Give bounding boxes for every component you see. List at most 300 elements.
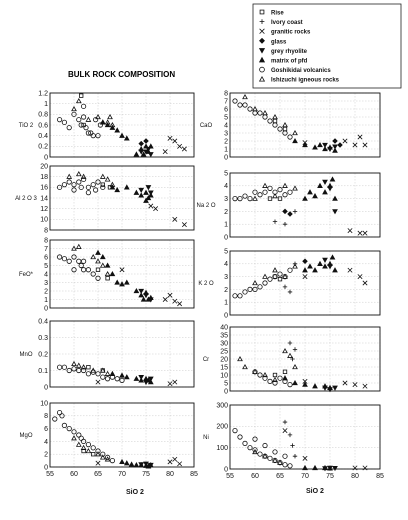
x-tick-label: 65 — [276, 473, 284, 480]
y-tick-label: 5 — [224, 170, 228, 178]
y-tick-label: 30 — [220, 340, 228, 348]
data-point — [91, 446, 95, 450]
data-point — [243, 95, 247, 99]
y-axis-label: TiO 2 — [18, 123, 34, 129]
data-point — [106, 276, 110, 280]
data-point — [293, 139, 297, 143]
x-tick-label: 80 — [166, 471, 174, 478]
data-point — [283, 428, 287, 432]
data-point — [101, 255, 105, 259]
data-point — [67, 259, 71, 263]
data-point — [115, 377, 119, 381]
data-point — [313, 466, 317, 470]
data-point — [333, 139, 337, 143]
grid — [230, 93, 380, 157]
data-point — [263, 111, 267, 115]
y-tick-label: 20 — [40, 163, 48, 171]
data-point — [283, 285, 287, 289]
y-tick-label: 14 — [40, 195, 48, 203]
legend-marker-granitic-rocks — [260, 29, 265, 34]
x-axis-label-right: SiO 2 — [306, 488, 324, 495]
data-point — [283, 209, 287, 213]
data-point — [273, 219, 277, 223]
data-point — [288, 135, 292, 139]
y-tick-label: 3 — [224, 196, 228, 203]
data-point — [293, 209, 297, 213]
data-point — [363, 384, 367, 388]
x-tick-label: 70 — [301, 473, 309, 480]
data-point — [115, 128, 119, 132]
data-point — [283, 127, 287, 131]
data-point — [120, 460, 124, 464]
data-point — [293, 381, 297, 385]
y-tick-label: 0.4 — [38, 318, 48, 326]
data-point — [177, 302, 181, 306]
series-rise — [79, 94, 85, 127]
data-point — [313, 384, 317, 388]
data-point — [134, 377, 138, 381]
data-point — [105, 457, 109, 461]
data-point — [238, 357, 242, 361]
data-point — [149, 204, 153, 208]
data-point — [93, 117, 97, 121]
data-point — [81, 104, 85, 108]
data-point — [293, 454, 297, 458]
series-matrix-of-pfd — [303, 255, 337, 272]
y-tick-label: 25 — [220, 348, 228, 356]
x-tick-label: 55 — [46, 471, 54, 478]
y-tick-label: 4 — [44, 271, 48, 279]
y-tick-label: 1.2 — [38, 90, 48, 98]
data-point — [101, 263, 105, 267]
data-point — [288, 190, 292, 194]
data-point — [86, 442, 90, 446]
data-point — [243, 290, 247, 294]
data-point — [238, 103, 242, 107]
series-ishizuchi-igneous-rocks — [238, 349, 297, 382]
data-point — [263, 274, 267, 278]
data-point — [363, 281, 367, 285]
data-point — [62, 365, 66, 369]
data-point — [263, 190, 267, 194]
series-goshikidai-volcanics — [57, 365, 124, 383]
legend-label-grey-rhyolite: grey rhyolite — [271, 48, 308, 55]
data-point — [293, 131, 297, 135]
data-point — [263, 281, 267, 285]
y-tick-label: 0 — [224, 234, 228, 242]
y-tick-label: 12 — [40, 206, 48, 214]
y-tick-label: 2 — [224, 286, 228, 294]
data-point — [330, 177, 334, 181]
series-granitic-rocks — [348, 228, 367, 235]
data-point — [67, 174, 71, 178]
data-point — [163, 297, 167, 301]
data-point — [353, 382, 357, 386]
y-tick-label: 8 — [44, 227, 48, 235]
data-point — [108, 115, 112, 119]
legend-marker-grey-rhyolite — [260, 48, 265, 52]
y-tick-label: 5 — [224, 248, 228, 256]
data-point — [323, 264, 327, 268]
data-point — [273, 115, 277, 119]
data-point — [77, 172, 81, 176]
data-point — [62, 257, 66, 261]
series-matrix-of-pfd — [303, 177, 337, 200]
data-point — [182, 222, 186, 226]
data-point — [283, 349, 287, 353]
y-axis-label: K 2 O — [198, 281, 214, 287]
x-tick-label: 80 — [351, 473, 359, 480]
series-goshikidai-volcanics — [233, 99, 292, 139]
y-tick-label: 2 — [224, 138, 228, 146]
data-point — [338, 143, 342, 147]
data-point — [358, 135, 362, 139]
data-point — [283, 420, 287, 424]
data-point — [96, 380, 100, 384]
y-tick-label: 3 — [224, 274, 228, 281]
data-point — [86, 449, 90, 453]
data-point — [313, 268, 317, 272]
y-tick-label: 3 — [44, 279, 48, 287]
y-tick-label: 5 — [224, 380, 228, 388]
legend-label-granitic-rocks: granitic rocks — [271, 29, 311, 36]
data-point — [333, 386, 337, 390]
series-granitic-rocks — [149, 204, 187, 227]
data-point — [139, 188, 143, 192]
legend-marker-goshikidai-volcanics — [260, 67, 265, 72]
data-point — [139, 141, 143, 145]
data-point — [84, 125, 88, 129]
y-axis-label: MgO — [19, 433, 33, 439]
y-axis-label: CaO — [199, 123, 213, 129]
data-point — [125, 280, 129, 284]
legend-label-matrix-of-pfd: matrix of pfd — [271, 58, 308, 65]
legend-label-ivory-coast: Ivory coast — [271, 20, 303, 27]
y-tick-label: 0 — [224, 388, 228, 396]
data-point — [283, 370, 287, 374]
y-tick-label: 6 — [44, 254, 48, 262]
data-point — [283, 376, 287, 380]
data-point — [149, 153, 153, 157]
data-point — [81, 174, 85, 178]
y-tick-label: 4 — [44, 438, 48, 446]
data-point — [67, 125, 71, 129]
y-axis-label: Ni — [203, 435, 209, 441]
y-tick-label: 0 — [44, 154, 48, 162]
x-tick-label: 75 — [326, 473, 334, 480]
y-tick-label: 20 — [220, 356, 228, 364]
data-point — [125, 185, 129, 189]
data-point — [173, 139, 177, 143]
data-point — [57, 365, 61, 369]
data-point — [77, 442, 81, 446]
data-point — [168, 136, 172, 140]
y-tick-label: 0 — [44, 384, 48, 392]
data-point — [303, 466, 307, 470]
series-goshikidai-volcanics — [233, 428, 292, 468]
y-tick-label: 3 — [224, 130, 228, 138]
data-point — [313, 194, 317, 198]
data-point — [144, 293, 148, 297]
data-point — [105, 272, 109, 276]
data-point — [333, 145, 337, 149]
data-point — [293, 262, 297, 266]
data-point — [101, 174, 105, 178]
data-point — [120, 133, 124, 137]
data-point — [173, 457, 177, 461]
data-point — [125, 375, 129, 379]
data-point — [363, 143, 367, 147]
data-point — [283, 454, 287, 458]
grid — [230, 405, 380, 469]
y-tick-label: 40 — [220, 324, 228, 332]
data-point — [115, 280, 119, 284]
data-point — [105, 377, 109, 381]
data-point — [323, 258, 327, 262]
y-tick-label: 2 — [224, 208, 228, 216]
data-point — [268, 186, 272, 190]
data-point — [313, 145, 317, 149]
data-point — [323, 386, 327, 390]
series-granitic-rocks — [163, 136, 187, 154]
data-point — [53, 417, 57, 421]
data-point — [96, 251, 100, 255]
data-point — [91, 255, 95, 259]
data-point — [288, 341, 292, 345]
data-point — [238, 435, 242, 439]
data-point — [343, 381, 347, 385]
data-point — [328, 147, 332, 151]
data-point — [273, 194, 277, 198]
data-point — [134, 463, 138, 467]
legend-box — [253, 4, 401, 88]
y-tick-label: 1 — [224, 299, 228, 307]
data-point — [86, 190, 90, 194]
data-point — [323, 190, 327, 194]
data-point — [105, 263, 109, 267]
data-point — [348, 268, 352, 272]
data-point — [96, 461, 100, 465]
x-tick-label: 55 — [226, 473, 234, 480]
data-point — [182, 147, 186, 151]
data-point — [283, 184, 287, 188]
data-point — [177, 144, 181, 148]
data-point — [268, 277, 272, 281]
y-tick-label: 0 — [44, 305, 48, 313]
x-tick-label: 85 — [190, 471, 198, 478]
y-tick-label: 6 — [44, 426, 48, 433]
series-ivory-coast — [283, 420, 297, 459]
data-point — [258, 285, 262, 289]
y-tick-label: 35 — [220, 332, 228, 340]
legend-marker-ivory-coast — [260, 19, 265, 24]
data-point — [81, 268, 85, 272]
data-point — [134, 289, 138, 293]
grid — [50, 166, 194, 230]
data-point — [115, 188, 119, 192]
series-rise — [273, 275, 282, 281]
data-point — [149, 191, 153, 195]
data-point — [283, 463, 287, 467]
data-point — [293, 186, 297, 190]
data-point — [263, 184, 267, 188]
legend — [253, 4, 401, 88]
x-tick-label: 70 — [118, 471, 126, 478]
data-point — [243, 365, 247, 369]
panel-tio-2 — [19, 90, 194, 161]
data-point — [288, 290, 292, 294]
data-point — [303, 268, 307, 272]
data-point — [177, 462, 181, 466]
y-tick-label: 7 — [224, 98, 228, 106]
y-tick-label: 16 — [40, 184, 48, 192]
series-ishizuchi-igneous-rocks — [72, 99, 115, 127]
data-point — [323, 180, 327, 184]
data-point — [318, 143, 322, 147]
y-tick-label: 0 — [224, 466, 228, 474]
y-tick-label: 0.2 — [38, 143, 48, 151]
data-point — [77, 259, 81, 263]
x-tick-label: 60 — [70, 471, 78, 478]
data-point — [258, 193, 262, 197]
data-point — [81, 115, 85, 119]
data-point — [129, 462, 133, 466]
y-tick-label: 100 — [216, 445, 228, 453]
data-point — [110, 458, 114, 462]
series-granitic-rocks — [283, 428, 367, 470]
y-tick-label: 0.2 — [38, 351, 48, 359]
x-tick-label: 85 — [376, 473, 384, 480]
y-tick-label: 5 — [44, 262, 48, 270]
y-tick-label: 18 — [40, 174, 48, 182]
panel-cr — [203, 324, 380, 395]
y-axis-label: Na 2 O — [196, 203, 216, 209]
data-point — [283, 222, 287, 226]
data-point — [283, 123, 287, 127]
data-point — [363, 231, 367, 235]
y-tick-label: 8 — [44, 413, 48, 421]
data-point — [125, 136, 129, 140]
data-point — [77, 180, 81, 184]
y-tick-label: 1 — [224, 221, 228, 229]
data-point — [144, 190, 148, 194]
y-tick-label: 6 — [224, 106, 228, 114]
data-point — [273, 119, 277, 123]
data-point — [308, 190, 312, 194]
y-tick-label: 10 — [40, 216, 48, 224]
y-tick-label: 2 — [44, 451, 48, 459]
data-point — [290, 443, 294, 447]
legend-marker-ishizuchi-igneous-rocks — [260, 77, 265, 81]
data-point — [120, 373, 124, 377]
y-tick-label: 2 — [44, 288, 48, 296]
data-point — [268, 456, 272, 460]
data-point — [168, 293, 172, 297]
data-point — [328, 265, 332, 269]
y-tick-label: 7 — [44, 245, 48, 253]
series-goshikidai-volcanics — [57, 104, 102, 138]
data-point — [233, 294, 237, 298]
data-point — [358, 231, 362, 235]
data-point — [101, 120, 105, 124]
series-ishizuchi-igneous-rocks — [253, 184, 297, 201]
data-point — [110, 272, 114, 276]
series-grey-rhyolite — [323, 466, 337, 470]
data-point — [144, 139, 148, 143]
series-glass — [283, 209, 292, 216]
data-point — [105, 177, 109, 181]
data-point — [139, 375, 143, 379]
series-goshikidai-volcanics — [57, 177, 105, 195]
series-ishizuchi-igneous-rocks — [243, 95, 297, 135]
data-point — [293, 365, 297, 369]
legend-label-rise: Rise — [271, 10, 284, 17]
panel-ni — [203, 402, 384, 480]
data-point — [308, 264, 312, 268]
data-point — [318, 184, 322, 188]
data-point — [273, 268, 277, 272]
series-glass — [303, 259, 307, 263]
panel-na-2-o — [196, 170, 380, 241]
data-point — [105, 372, 109, 376]
data-point — [333, 196, 337, 200]
y-tick-label: 0 — [224, 312, 228, 320]
y-tick-label: 4 — [224, 261, 228, 269]
y-tick-label: 300 — [216, 402, 228, 410]
y-axis-label: MnO — [19, 352, 33, 358]
data-point — [333, 466, 337, 470]
y-tick-label: 0 — [44, 464, 48, 472]
panel-al-2-o-3 — [15, 163, 194, 234]
data-point — [303, 259, 307, 263]
data-point — [243, 441, 247, 445]
data-point — [243, 103, 247, 107]
data-point — [139, 193, 143, 197]
x-axis-label-left: SiO 2 — [126, 489, 144, 496]
legend-label-goshikidai-volcanics: Goshikidai volcanics — [271, 68, 331, 75]
data-point — [288, 268, 292, 272]
panel-mno — [19, 318, 194, 391]
data-point — [288, 433, 292, 437]
legend-marker-rise — [260, 10, 264, 14]
data-point — [86, 117, 90, 121]
data-point — [93, 188, 97, 192]
data-point — [273, 450, 277, 454]
y-tick-label: 0.3 — [38, 334, 48, 342]
y-tick-label: 200 — [216, 423, 228, 431]
data-point — [110, 372, 114, 376]
data-point — [101, 375, 105, 379]
data-point — [153, 206, 157, 210]
data-point — [141, 297, 145, 301]
legend-marker-glass — [260, 38, 265, 43]
data-point — [233, 428, 237, 432]
y-tick-label: 5 — [224, 114, 228, 122]
figure-title: BULK ROCK COMPOSITION — [68, 70, 176, 79]
data-point — [79, 94, 83, 98]
y-axis-label: Cr — [202, 357, 210, 363]
y-tick-label: 1 — [44, 101, 48, 109]
series-goshikidai-volcanics — [233, 186, 292, 201]
y-tick-label: 8 — [44, 237, 48, 245]
data-point — [81, 259, 85, 263]
y-tick-label: 0.8 — [38, 111, 48, 119]
legend-items — [260, 10, 340, 84]
data-point — [288, 464, 292, 468]
data-point — [144, 380, 148, 384]
panel-k-2-o — [198, 248, 380, 319]
data-point — [57, 117, 61, 121]
